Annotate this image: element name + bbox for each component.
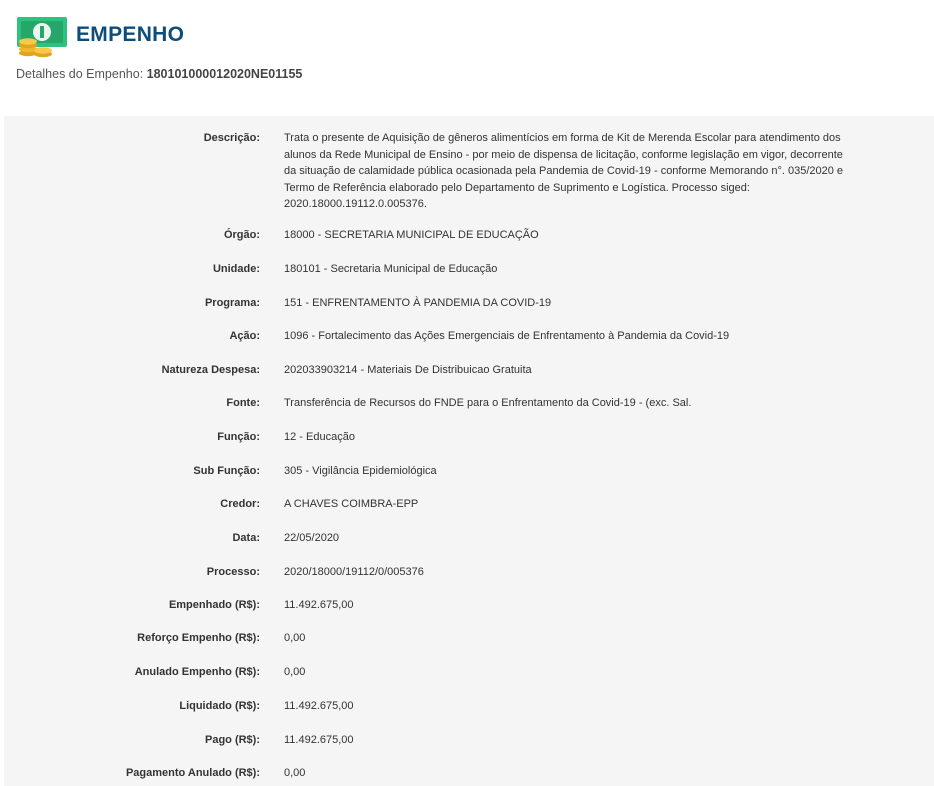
page-title: EMPENHO [76,23,185,46]
detail-label: Data: [232,532,260,544]
detail-value: 11.492.675,00 [284,599,354,611]
detail-value: 0,00 [284,632,306,644]
page-header [16,16,184,58]
detail-value: 202033903214 - Materiais De Distribuicao Gratuita [284,364,532,376]
detail-label: Fonte: [226,397,260,409]
detail-value: 0,00 [284,767,306,779]
detail-value: 12 - Educação [284,431,355,443]
subtitle-prefix: Detalhes do Empenho: [16,67,144,81]
detail-value: 305 - Vigilância Epidemiológica [284,465,437,477]
detail-value: 11.492.675,00 [284,734,354,746]
detail-label: Ação: [229,330,260,342]
detail-value: 0,00 [284,666,306,678]
detail-label: Programa: [204,297,260,309]
detail-label: Órgão: [223,229,260,241]
detail-value: 22/05/2020 [284,532,340,544]
detail-value: 1096 - Fortalecimento das Ações Emergenciais de Enfrentamento à Pandemia da Covid-19 [284,330,730,342]
detail-label: Liquidado (R$): [179,700,260,712]
detail-label: Sub Função: [193,465,260,477]
detail-value: 11.492.675,00 [284,700,354,712]
detail-label: Pago (R$): [205,734,260,746]
empenho-id: 180101000012020NE01155 [146,67,303,81]
detail-label: Credor: [220,498,260,510]
money-bill-coins-icon [16,16,68,58]
detail-value: 151 - ENFRENTAMENTO À PANDEMIA DA COVID-19 [284,297,552,309]
detail-label: Função: [217,431,260,443]
detail-label: Descrição: [203,132,260,144]
details-panel [4,116,934,786]
detail-label: Unidade: [212,263,260,275]
detail-label: Empenhado (R$): [168,599,260,611]
detail-value: 2020/18000/19112/0/005376 [284,566,424,578]
detail-label: Pagamento Anulado (R$): [125,767,260,779]
detail-value: A CHAVES COIMBRA-EPP [284,498,419,510]
page-subtitle [16,67,302,81]
detail-label: Reforço Empenho (R$): [137,632,260,644]
detail-value: Trata o presente de Aquisição de gêneros alimentícios em forma de Kit de Merenda Escolar para atendimento dos alunos da Rede Municipal de Ensino - por meio de dispensa de licitação, conforme legislação em vigor, decorrente da situação de calamidade pública ocasionada pela Pandemia de Covid-19 - conforme Memorando n°. 035/2020 e Termo de Referência elaborado pelo Departamento de Suprimento e Logística. Processo siged: 2020.18000.19112.0.005376. [284,132,844,210]
detail-label: Anulado Empenho (R$): [134,666,260,678]
detail-value: 18000 - SECRETARIA MUNICIPAL DE EDUCAÇÃO [284,229,539,241]
detail-label: Processo: [206,566,260,578]
detail-value: 180101 - Secretaria Municipal de Educação [284,263,498,275]
detail-value: Transferência de Recursos do FNDE para o Enfrentamento da Covid-19 - (exc. Sal. [284,397,692,409]
detail-label: Natureza Despesa: [161,364,260,376]
